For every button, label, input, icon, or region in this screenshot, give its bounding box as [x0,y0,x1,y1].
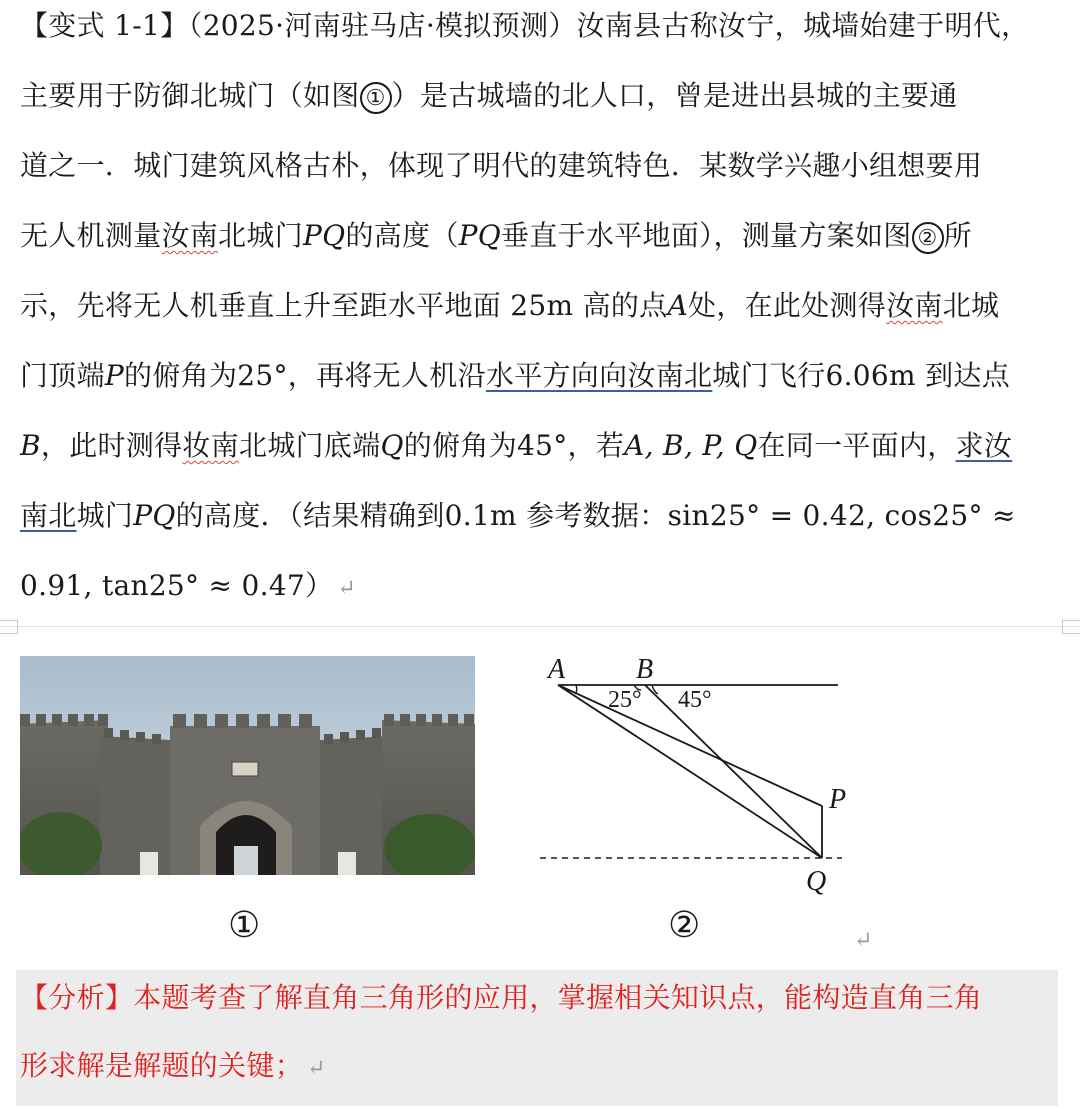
figure-label-1: ① [228,905,261,946]
problem-text-segment: 的高度（ [345,219,459,252]
math-var: B [20,429,41,462]
problem-text-segment: 垂直于水平地面），测量方案如图 [501,219,912,252]
problem-text-segment: 【变式 1-1】（2025·河南驻马店·模拟预测）汝南县古称汝宁，城墙始建于明代， [20,9,1030,42]
problem-text-segment: 城门飞行6.06m 到达点 [712,359,1010,392]
problem-text-segment: 所 [943,219,972,252]
problem-text-segment: 道之一．城门建筑风格古朴，体现了明代的建筑特色．某数学兴趣小组想要用 [20,149,983,182]
analysis-box [16,970,1058,1106]
page-corner-mark [1062,620,1080,634]
spellcheck-underline: 汝南 [886,289,943,322]
problem-text-segment: 门顶端 [20,359,105,392]
problem-text-segment: 北城 [942,289,1000,322]
problem-text-segment: 北城门 [218,219,304,252]
math-var: PQ [458,219,502,252]
paragraph-mark-icon: ↵ [337,576,357,601]
problem-text-segment: ，此时测得 [40,429,183,462]
math-var: P [104,359,125,392]
math-var: Q [380,429,404,462]
problem-text-segment: 城门 [76,499,134,532]
grammar-underline: 求汝 [955,429,1013,462]
math-var: A, B, P, Q [624,429,758,462]
grammar-underline: 水平方向向汝南北 [485,359,713,392]
city-gate-illustration [20,656,475,875]
problem-line-4 [20,210,1070,280]
paragraph-mark-icon: ↵ [854,928,873,953]
angle-label-45: 45° [678,687,712,713]
analysis-line-1: 【分析】本题考查了解直角三角形的应用，掌握相关知识点，能构造直角三角 [20,981,983,1014]
problem-text-segment: 的高度．（结果精确到0.1m 参考数据：sin25° = 0.42, cos25° ≈ [175,499,1016,532]
problem-line-9 [20,560,1070,630]
problem-text-segment: 在同一平面内， [757,429,956,462]
paragraph-mark-icon: ↵ [307,1056,326,1081]
sightline-b-to-q [645,685,822,858]
page-corner-mark [0,620,18,634]
problem-line-2 [20,70,1070,140]
point-label-a: A [548,654,566,685]
city-gate-photo [20,656,475,875]
grammar-underline: 南北 [20,499,77,532]
math-var: PQ [133,499,176,532]
page-separator [0,626,1080,627]
point-label-b: B [636,654,654,685]
problem-text-segment: ）是古城墙的北人口，曾是进出县城的主要通 [391,79,958,112]
angle-arc-a [575,685,577,694]
problem-line-1 [20,0,1070,70]
problem-text-segment: 无人机测量 [20,219,162,252]
problem-line-6 [20,350,1070,420]
problem-line-5 [20,280,1070,350]
problem-line-8 [20,490,1070,560]
problem-line-3 [20,140,1070,210]
spellcheck-underline: 汝南 [161,219,219,252]
problem-text-segment: 主要用于防御北城门（如图 [20,79,360,112]
figure-ref-1: ① [360,82,392,114]
problem-line-7 [20,420,1070,490]
problem-text-segment: 北城门底端 [239,429,381,462]
geometry-diagram [520,648,860,898]
point-label-p: P [829,784,847,815]
figure-label-2: ② [668,905,701,946]
problem-text-segment: 处，在此处测得 [688,289,887,322]
angle-label-25: 25° [608,687,642,713]
analysis-line-2-text: 形求解是解题的关键； [20,1049,304,1082]
figure-ref-2: ② [912,222,944,254]
problem-text-segment: 0.91, tan25° ≈ 0.47） [20,569,334,602]
problem-text [20,0,1070,630]
problem-text-segment: 的俯角为45°，若 [403,429,625,462]
spellcheck-underline: 妆南 [182,429,240,462]
math-var: A [667,289,689,322]
analysis-line-2 [16,1038,1058,1106]
problem-text-segment: 示，先将无人机垂直上升至距水平地面 25m 高的点 [20,289,668,322]
point-label-q: Q [806,866,827,897]
problem-text-segment: 的俯角为25°，再将无人机沿 [124,359,486,392]
math-var: PQ [303,219,346,252]
